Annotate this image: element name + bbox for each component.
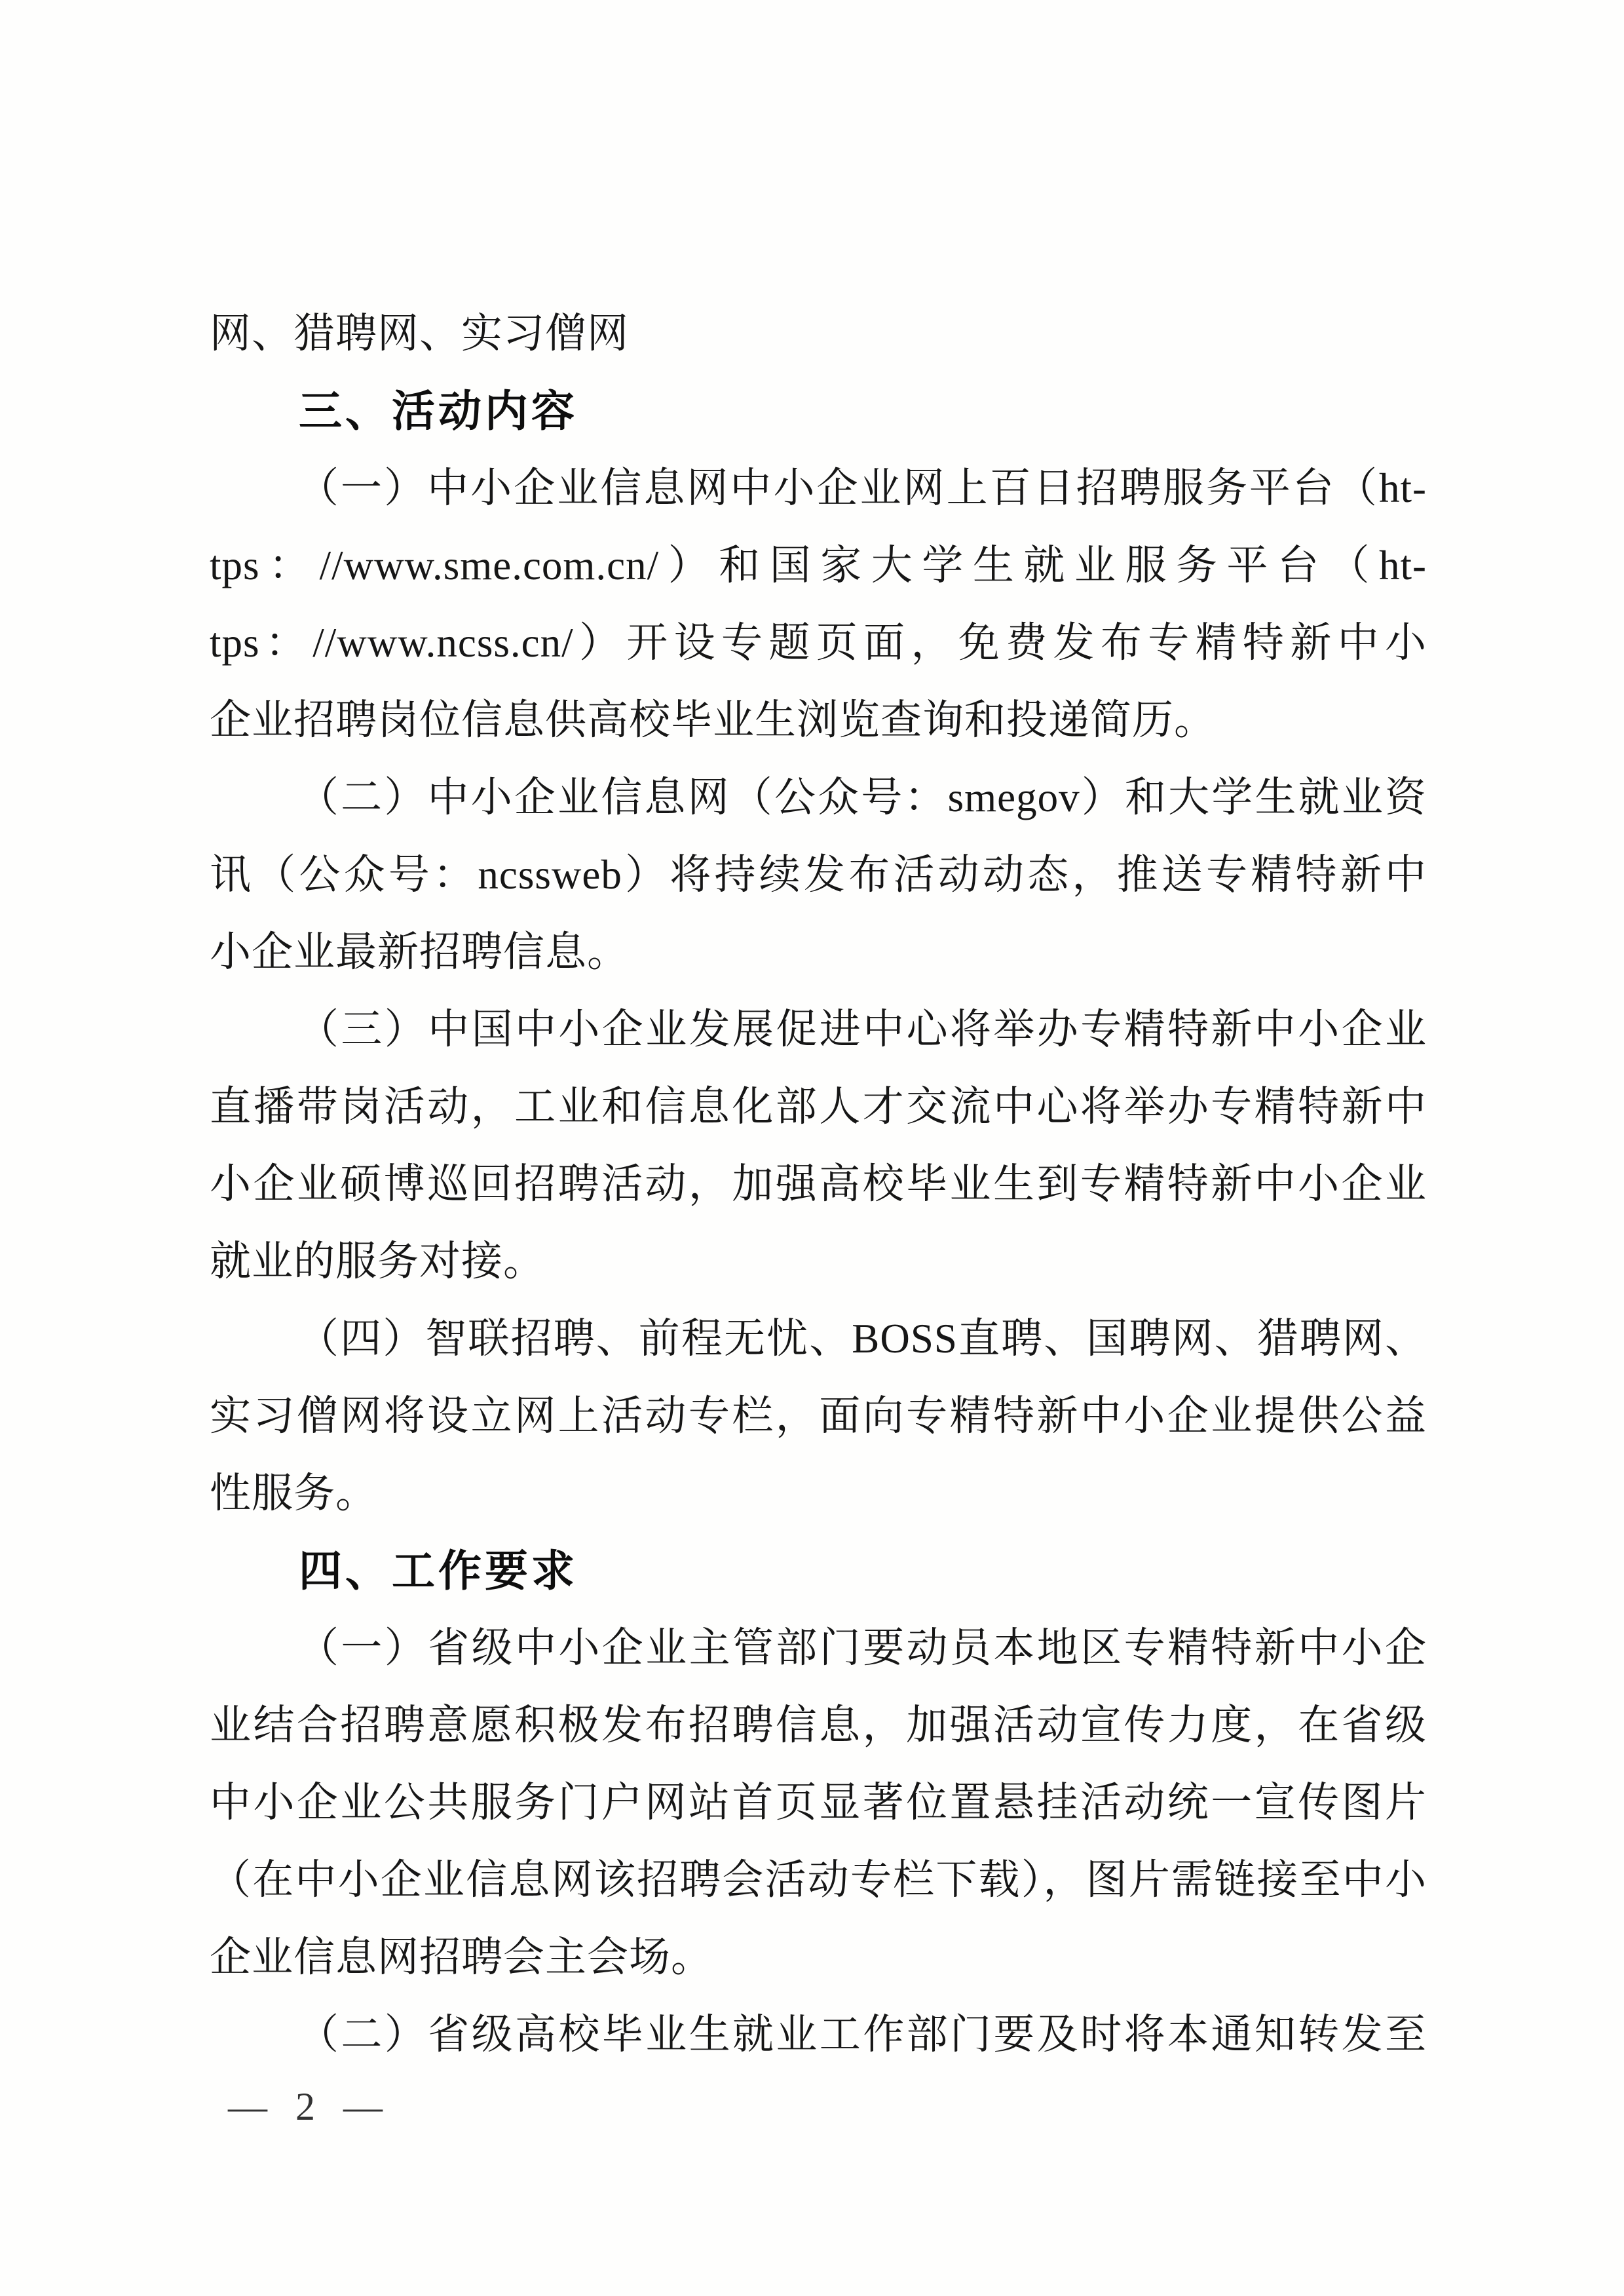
text-line: （在中小企业信息网该招聘会活动专栏下载），图片需链接至中小: [210, 1857, 1427, 1903]
text-line-continuation: 网、猎聘网、实习僧网: [210, 311, 629, 356]
text-line: 企业信息网招聘会主会场。: [210, 1934, 713, 1980]
page-number: — 2 —: [228, 2085, 392, 2128]
text-line: tps：//www.sme.com.cn/）和国家大学生就业服务平台（ht-: [210, 543, 1427, 588]
text-line: 企业招聘岗位信息供高校毕业生浏览查询和投递简历。: [210, 697, 1216, 743]
section-heading-activities: 三、活动内容: [299, 387, 578, 435]
text-line: （三）中国中小企业发展促进中心将举办专精特新中小企业: [297, 1006, 1427, 1052]
text-line: 直播带岗活动，工业和信息化部人才交流中心将举办专精特新中: [210, 1084, 1427, 1130]
text-line: 中小企业公共服务门户网站首页显著位置悬挂活动统一宣传图片: [210, 1780, 1427, 1826]
text-line: （一）中小企业信息网中小企业网上百日招聘服务平台（ht-: [297, 465, 1427, 511]
text-line: 讯（公众号：ncssweb）将持续发布活动动态，推送专精特新中: [210, 852, 1427, 898]
text-line: 实习僧网将设立网上活动专栏，面向专精特新中小企业提供公益: [210, 1393, 1427, 1439]
text-line: 小企业最新招聘信息。: [210, 929, 629, 975]
text-line: （二）省级高校毕业生就业工作部门要及时将本通知转发至: [297, 2012, 1427, 2057]
text-line: （一）省级中小企业主管部门要动员本地区专精特新中小企: [297, 1625, 1427, 1671]
section-heading-requirements: 四、工作要求: [299, 1546, 578, 1595]
text-line: （二）中小企业信息网（公众号：smegov）和大学生就业资: [297, 775, 1427, 820]
text-line: 业结合招聘意愿积极发布招聘信息，加强活动宣传力度，在省级: [210, 1702, 1427, 1748]
text-line: 小企业硕博巡回招聘活动，加强高校毕业生到专精特新中小企业: [210, 1161, 1427, 1207]
text-line: （四）智联招聘、前程无忧、BOSS直聘、国聘网、猎聘网、: [297, 1316, 1427, 1362]
text-line: 性服务。: [210, 1470, 377, 1516]
text-line: 就业的服务对接。: [210, 1238, 545, 1284]
text-line: tps：//www.ncss.cn/）开设专题页面，免费发布专精特新中小: [210, 620, 1427, 666]
document-text-column: [210, 295, 1427, 2073]
